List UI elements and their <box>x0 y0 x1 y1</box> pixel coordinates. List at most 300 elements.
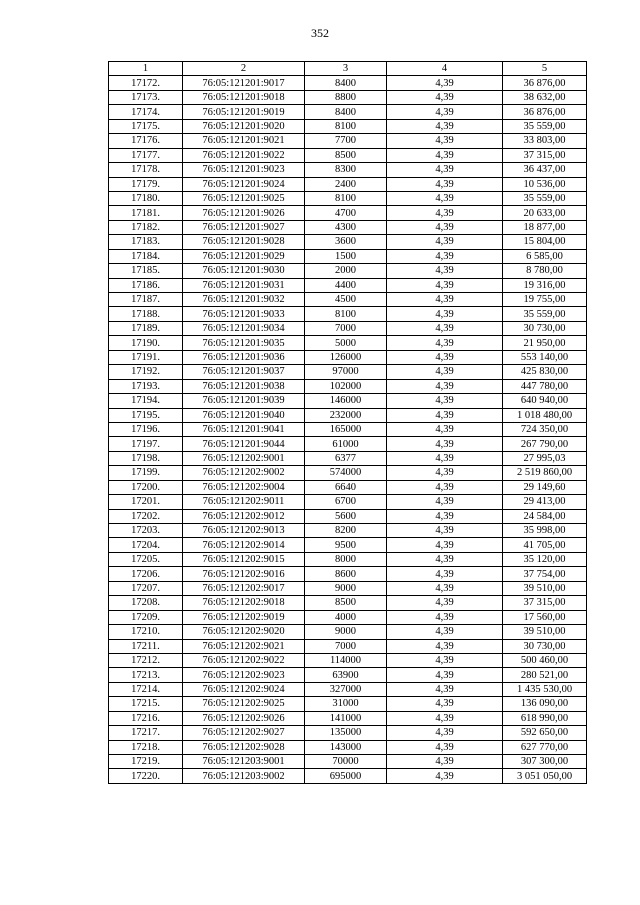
cadastral-number-cell: 76:05:121201:9024 <box>183 177 305 191</box>
rate-cell: 4,39 <box>387 769 503 783</box>
amount-cell: 35 120,00 <box>503 552 587 566</box>
amount-cell: 19 316,00 <box>503 278 587 292</box>
table-row <box>109 524 587 538</box>
cadastral-number-cell: 76:05:121201:9027 <box>183 220 305 234</box>
rate-cell: 4,39 <box>387 220 503 234</box>
amount-cell: 37 754,00 <box>503 567 587 581</box>
table-row <box>109 451 587 465</box>
row-number-cell: 17199. <box>109 466 183 480</box>
row-number-cell: 17180. <box>109 191 183 205</box>
cadastral-number-cell: 76:05:121201:9041 <box>183 422 305 436</box>
amount-cell: 10 536,00 <box>503 177 587 191</box>
cadastral-number-cell: 76:05:121201:9028 <box>183 235 305 249</box>
cadastral-number-cell: 76:05:121201:9040 <box>183 408 305 422</box>
amount-cell: 618 990,00 <box>503 711 587 725</box>
area-cell: 4300 <box>305 220 387 234</box>
area-cell: 114000 <box>305 653 387 667</box>
rate-cell: 4,39 <box>387 249 503 263</box>
rate-cell: 4,39 <box>387 191 503 205</box>
table-row <box>109 740 587 754</box>
amount-cell: 27 995,03 <box>503 451 587 465</box>
row-number-cell: 17209. <box>109 610 183 624</box>
cadastral-number-cell: 76:05:121201:9019 <box>183 105 305 119</box>
area-cell: 9000 <box>305 625 387 639</box>
row-number-cell: 17183. <box>109 235 183 249</box>
table-row <box>109 119 587 133</box>
row-number-cell: 17205. <box>109 552 183 566</box>
table-row <box>109 264 587 278</box>
table-row <box>109 437 587 451</box>
table-row <box>109 76 587 90</box>
rate-cell: 4,39 <box>387 697 503 711</box>
cadastral-number-cell: 76:05:121201:9036 <box>183 350 305 364</box>
rate-cell: 4,39 <box>387 76 503 90</box>
area-cell: 4000 <box>305 610 387 624</box>
rate-cell: 4,39 <box>387 711 503 725</box>
table-row <box>109 480 587 494</box>
cadastral-number-cell: 76:05:121202:9024 <box>183 682 305 696</box>
amount-cell: 41 705,00 <box>503 538 587 552</box>
area-cell: 8100 <box>305 191 387 205</box>
table-row <box>109 163 587 177</box>
rate-cell: 4,39 <box>387 336 503 350</box>
table-row <box>109 697 587 711</box>
table-row <box>109 581 587 595</box>
amount-cell: 425 830,00 <box>503 365 587 379</box>
amount-cell: 37 315,00 <box>503 596 587 610</box>
area-cell: 8800 <box>305 90 387 104</box>
area-cell: 1500 <box>305 249 387 263</box>
cadastral-number-cell: 76:05:121201:9035 <box>183 336 305 350</box>
rate-cell: 4,39 <box>387 379 503 393</box>
table-row <box>109 726 587 740</box>
rate-cell: 4,39 <box>387 740 503 754</box>
amount-cell: 2 519 860,00 <box>503 466 587 480</box>
area-cell: 31000 <box>305 697 387 711</box>
row-number-cell: 17206. <box>109 567 183 581</box>
row-number-cell: 17176. <box>109 134 183 148</box>
cadastral-number-cell: 76:05:121201:9026 <box>183 206 305 220</box>
amount-cell: 17 560,00 <box>503 610 587 624</box>
area-cell: 6700 <box>305 495 387 509</box>
amount-cell: 30 730,00 <box>503 639 587 653</box>
row-number-cell: 17215. <box>109 697 183 711</box>
amount-cell: 6 585,00 <box>503 249 587 263</box>
row-number-cell: 17184. <box>109 249 183 263</box>
table-row <box>109 610 587 624</box>
row-number-cell: 17181. <box>109 206 183 220</box>
amount-cell: 35 559,00 <box>503 307 587 321</box>
row-number-cell: 17194. <box>109 394 183 408</box>
amount-cell: 20 633,00 <box>503 206 587 220</box>
cadastral-number-cell: 76:05:121201:9029 <box>183 249 305 263</box>
rate-cell: 4,39 <box>387 653 503 667</box>
area-cell: 61000 <box>305 437 387 451</box>
row-number-cell: 17173. <box>109 90 183 104</box>
table-row <box>109 408 587 422</box>
rate-cell: 4,39 <box>387 408 503 422</box>
rate-cell: 4,39 <box>387 119 503 133</box>
table-row <box>109 278 587 292</box>
rate-cell: 4,39 <box>387 668 503 682</box>
row-number-cell: 17213. <box>109 668 183 682</box>
row-number-cell: 17196. <box>109 422 183 436</box>
cadastral-number-cell: 76:05:121202:9011 <box>183 495 305 509</box>
column-header: 3 <box>305 62 387 76</box>
row-number-cell: 17216. <box>109 711 183 725</box>
amount-cell: 29 413,00 <box>503 495 587 509</box>
table-row <box>109 567 587 581</box>
row-number-cell: 17211. <box>109 639 183 653</box>
table-row <box>109 466 587 480</box>
row-number-cell: 17212. <box>109 653 183 667</box>
amount-cell: 35 559,00 <box>503 119 587 133</box>
rate-cell: 4,39 <box>387 148 503 162</box>
cadastral-number-cell: 76:05:121202:9020 <box>183 625 305 639</box>
row-number-cell: 17197. <box>109 437 183 451</box>
amount-cell: 33 803,00 <box>503 134 587 148</box>
area-cell: 8500 <box>305 148 387 162</box>
row-number-cell: 17187. <box>109 293 183 307</box>
row-number-cell: 17210. <box>109 625 183 639</box>
amount-cell: 553 140,00 <box>503 350 587 364</box>
amount-cell: 35 559,00 <box>503 191 587 205</box>
cadastral-number-cell: 76:05:121202:9027 <box>183 726 305 740</box>
cadastral-number-cell: 76:05:121202:9028 <box>183 740 305 754</box>
area-cell: 143000 <box>305 740 387 754</box>
rate-cell: 4,39 <box>387 321 503 335</box>
row-number-cell: 17200. <box>109 480 183 494</box>
rate-cell: 4,39 <box>387 682 503 696</box>
table-row <box>109 105 587 119</box>
rate-cell: 4,39 <box>387 307 503 321</box>
rate-cell: 4,39 <box>387 293 503 307</box>
column-header: 5 <box>503 62 587 76</box>
rate-cell: 4,39 <box>387 90 503 104</box>
rate-cell: 4,39 <box>387 509 503 523</box>
amount-cell: 592 650,00 <box>503 726 587 740</box>
amount-cell: 39 510,00 <box>503 625 587 639</box>
area-cell: 2000 <box>305 264 387 278</box>
table-row <box>109 682 587 696</box>
area-cell: 2400 <box>305 177 387 191</box>
area-cell: 4700 <box>305 206 387 220</box>
amount-cell: 500 460,00 <box>503 653 587 667</box>
cadastral-number-cell: 76:05:121201:9022 <box>183 148 305 162</box>
table-row <box>109 653 587 667</box>
cadastral-number-cell: 76:05:121202:9013 <box>183 524 305 538</box>
amount-cell: 15 804,00 <box>503 235 587 249</box>
cadastral-number-cell: 76:05:121202:9018 <box>183 596 305 610</box>
amount-cell: 8 780,00 <box>503 264 587 278</box>
rate-cell: 4,39 <box>387 105 503 119</box>
area-cell: 6377 <box>305 451 387 465</box>
area-cell: 327000 <box>305 682 387 696</box>
rate-cell: 4,39 <box>387 524 503 538</box>
cadastral-number-cell: 76:05:121202:9019 <box>183 610 305 624</box>
cadastral-number-cell: 76:05:121201:9017 <box>183 76 305 90</box>
amount-cell: 39 510,00 <box>503 581 587 595</box>
amount-cell: 1 435 530,00 <box>503 682 587 696</box>
row-number-cell: 17217. <box>109 726 183 740</box>
area-cell: 102000 <box>305 379 387 393</box>
row-number-cell: 17214. <box>109 682 183 696</box>
area-cell: 8600 <box>305 567 387 581</box>
area-cell: 4400 <box>305 278 387 292</box>
rate-cell: 4,39 <box>387 726 503 740</box>
rate-cell: 4,39 <box>387 639 503 653</box>
area-cell: 5600 <box>305 509 387 523</box>
table-row <box>109 293 587 307</box>
row-number-cell: 17203. <box>109 524 183 538</box>
rate-cell: 4,39 <box>387 394 503 408</box>
area-cell: 9500 <box>305 538 387 552</box>
cadastral-number-cell: 76:05:121203:9001 <box>183 755 305 769</box>
cadastral-number-cell: 76:05:121201:9021 <box>183 134 305 148</box>
cadastral-number-cell: 76:05:121202:9016 <box>183 567 305 581</box>
table-row <box>109 596 587 610</box>
rate-cell: 4,39 <box>387 350 503 364</box>
amount-cell: 3 051 050,00 <box>503 769 587 783</box>
cadastral-number-cell: 76:05:121201:9031 <box>183 278 305 292</box>
amount-cell: 36 437,00 <box>503 163 587 177</box>
area-cell: 4500 <box>305 293 387 307</box>
rate-cell: 4,39 <box>387 206 503 220</box>
area-cell: 6640 <box>305 480 387 494</box>
cadastral-number-cell: 76:05:121201:9039 <box>183 394 305 408</box>
table-row <box>109 177 587 191</box>
area-cell: 97000 <box>305 365 387 379</box>
area-cell: 5000 <box>305 336 387 350</box>
rate-cell: 4,39 <box>387 538 503 552</box>
row-number-cell: 17193. <box>109 379 183 393</box>
area-cell: 695000 <box>305 769 387 783</box>
row-number-cell: 17198. <box>109 451 183 465</box>
rate-cell: 4,39 <box>387 451 503 465</box>
cadastral-number-cell: 76:05:121202:9017 <box>183 581 305 595</box>
table-row <box>109 495 587 509</box>
amount-cell: 447 780,00 <box>503 379 587 393</box>
amount-cell: 307 300,00 <box>503 755 587 769</box>
rate-cell: 4,39 <box>387 552 503 566</box>
table-row <box>109 90 587 104</box>
rate-cell: 4,39 <box>387 466 503 480</box>
rate-cell: 4,39 <box>387 581 503 595</box>
table-row <box>109 625 587 639</box>
area-cell: 232000 <box>305 408 387 422</box>
rate-cell: 4,39 <box>387 365 503 379</box>
row-number-cell: 17174. <box>109 105 183 119</box>
table-row <box>109 206 587 220</box>
area-cell: 8300 <box>305 163 387 177</box>
table-row <box>109 307 587 321</box>
row-number-cell: 17191. <box>109 350 183 364</box>
table-row <box>109 769 587 783</box>
cadastral-number-cell: 76:05:121203:9002 <box>183 769 305 783</box>
table-row <box>109 509 587 523</box>
row-number-cell: 17189. <box>109 321 183 335</box>
row-number-cell: 17185. <box>109 264 183 278</box>
cadastral-number-cell: 76:05:121201:9025 <box>183 191 305 205</box>
table-row <box>109 134 587 148</box>
area-cell: 135000 <box>305 726 387 740</box>
row-number-cell: 17186. <box>109 278 183 292</box>
table-row <box>109 350 587 364</box>
cadastral-number-cell: 76:05:121202:9002 <box>183 466 305 480</box>
area-cell: 8100 <box>305 307 387 321</box>
area-cell: 8500 <box>305 596 387 610</box>
area-cell: 8400 <box>305 76 387 90</box>
amount-cell: 21 950,00 <box>503 336 587 350</box>
amount-cell: 18 877,00 <box>503 220 587 234</box>
cadastral-number-cell: 76:05:121202:9001 <box>183 451 305 465</box>
cadastral-number-cell: 76:05:121202:9023 <box>183 668 305 682</box>
amount-cell: 267 790,00 <box>503 437 587 451</box>
amount-cell: 724 350,00 <box>503 422 587 436</box>
table-row <box>109 365 587 379</box>
cadastral-number-cell: 76:05:121201:9044 <box>183 437 305 451</box>
area-cell: 8000 <box>305 552 387 566</box>
area-cell: 574000 <box>305 466 387 480</box>
cadastral-number-cell: 76:05:121201:9033 <box>183 307 305 321</box>
rate-cell: 4,39 <box>387 625 503 639</box>
area-cell: 141000 <box>305 711 387 725</box>
amount-cell: 19 755,00 <box>503 293 587 307</box>
cadastral-number-cell: 76:05:121201:9018 <box>183 90 305 104</box>
table-row <box>109 249 587 263</box>
row-number-cell: 17220. <box>109 769 183 783</box>
table-row <box>109 394 587 408</box>
table-row <box>109 379 587 393</box>
cadastral-number-cell: 76:05:121202:9004 <box>183 480 305 494</box>
rate-cell: 4,39 <box>387 610 503 624</box>
area-cell: 8100 <box>305 119 387 133</box>
rate-cell: 4,39 <box>387 596 503 610</box>
table-row <box>109 552 587 566</box>
area-cell: 63900 <box>305 668 387 682</box>
table-row <box>109 422 587 436</box>
row-number-cell: 17175. <box>109 119 183 133</box>
row-number-cell: 17190. <box>109 336 183 350</box>
rate-cell: 4,39 <box>387 163 503 177</box>
table-body <box>109 76 587 783</box>
rate-cell: 4,39 <box>387 422 503 436</box>
rate-cell: 4,39 <box>387 278 503 292</box>
area-cell: 126000 <box>305 350 387 364</box>
table-row <box>109 220 587 234</box>
area-cell: 8200 <box>305 524 387 538</box>
amount-cell: 280 521,00 <box>503 668 587 682</box>
amount-cell: 37 315,00 <box>503 148 587 162</box>
cadastral-number-cell: 76:05:121202:9012 <box>183 509 305 523</box>
amount-cell: 640 940,00 <box>503 394 587 408</box>
rate-cell: 4,39 <box>387 567 503 581</box>
column-header: 2 <box>183 62 305 76</box>
rate-cell: 4,39 <box>387 134 503 148</box>
column-header: 4 <box>387 62 503 76</box>
cadastral-number-cell: 76:05:121202:9015 <box>183 552 305 566</box>
table-row <box>109 755 587 769</box>
amount-cell: 36 876,00 <box>503 76 587 90</box>
row-number-cell: 17195. <box>109 408 183 422</box>
table-row <box>109 235 587 249</box>
rate-cell: 4,39 <box>387 495 503 509</box>
area-cell: 7000 <box>305 639 387 653</box>
cadastral-number-cell: 76:05:121201:9032 <box>183 293 305 307</box>
area-cell: 7700 <box>305 134 387 148</box>
amount-cell: 24 584,00 <box>503 509 587 523</box>
table-row <box>109 668 587 682</box>
cadastral-number-cell: 76:05:121201:9020 <box>183 119 305 133</box>
row-number-cell: 17172. <box>109 76 183 90</box>
amount-cell: 30 730,00 <box>503 321 587 335</box>
cadastral-number-cell: 76:05:121201:9037 <box>183 365 305 379</box>
row-number-cell: 17177. <box>109 148 183 162</box>
cadastral-number-cell: 76:05:121201:9034 <box>183 321 305 335</box>
cadastral-number-cell: 76:05:121201:9038 <box>183 379 305 393</box>
table-row <box>109 191 587 205</box>
area-cell: 146000 <box>305 394 387 408</box>
rate-cell: 4,39 <box>387 755 503 769</box>
cadastral-number-cell: 76:05:121202:9014 <box>183 538 305 552</box>
row-number-cell: 17192. <box>109 365 183 379</box>
cadastral-number-cell: 76:05:121201:9030 <box>183 264 305 278</box>
column-header: 1 <box>109 62 183 76</box>
amount-cell: 627 770,00 <box>503 740 587 754</box>
row-number-cell: 17179. <box>109 177 183 191</box>
table-row <box>109 148 587 162</box>
amount-cell: 38 632,00 <box>503 90 587 104</box>
table-row <box>109 538 587 552</box>
cadastral-number-cell: 76:05:121201:9023 <box>183 163 305 177</box>
area-cell: 9000 <box>305 581 387 595</box>
table-header-row <box>109 62 587 76</box>
amount-cell: 36 876,00 <box>503 105 587 119</box>
rate-cell: 4,39 <box>387 177 503 191</box>
row-number-cell: 17178. <box>109 163 183 177</box>
row-number-cell: 17208. <box>109 596 183 610</box>
cadastral-number-cell: 76:05:121202:9026 <box>183 711 305 725</box>
cadastral-number-cell: 76:05:121202:9021 <box>183 639 305 653</box>
rate-cell: 4,39 <box>387 235 503 249</box>
row-number-cell: 17218. <box>109 740 183 754</box>
page-number: 352 <box>311 26 329 40</box>
table-row <box>109 639 587 653</box>
row-number-cell: 17204. <box>109 538 183 552</box>
amount-cell: 136 090,00 <box>503 697 587 711</box>
amount-cell: 35 998,00 <box>503 524 587 538</box>
rate-cell: 4,39 <box>387 264 503 278</box>
cadastral-number-cell: 76:05:121202:9025 <box>183 697 305 711</box>
row-number-cell: 17188. <box>109 307 183 321</box>
amount-cell: 1 018 480,00 <box>503 408 587 422</box>
cadastral-number-cell: 76:05:121202:9022 <box>183 653 305 667</box>
row-number-cell: 17182. <box>109 220 183 234</box>
rate-cell: 4,39 <box>387 437 503 451</box>
table-row <box>109 711 587 725</box>
area-cell: 3600 <box>305 235 387 249</box>
area-cell: 165000 <box>305 422 387 436</box>
data-table <box>108 61 587 784</box>
area-cell: 7000 <box>305 321 387 335</box>
amount-cell: 29 149,60 <box>503 480 587 494</box>
row-number-cell: 17219. <box>109 755 183 769</box>
area-cell: 8400 <box>305 105 387 119</box>
table-row <box>109 336 587 350</box>
area-cell: 70000 <box>305 755 387 769</box>
row-number-cell: 17202. <box>109 509 183 523</box>
table-row <box>109 321 587 335</box>
